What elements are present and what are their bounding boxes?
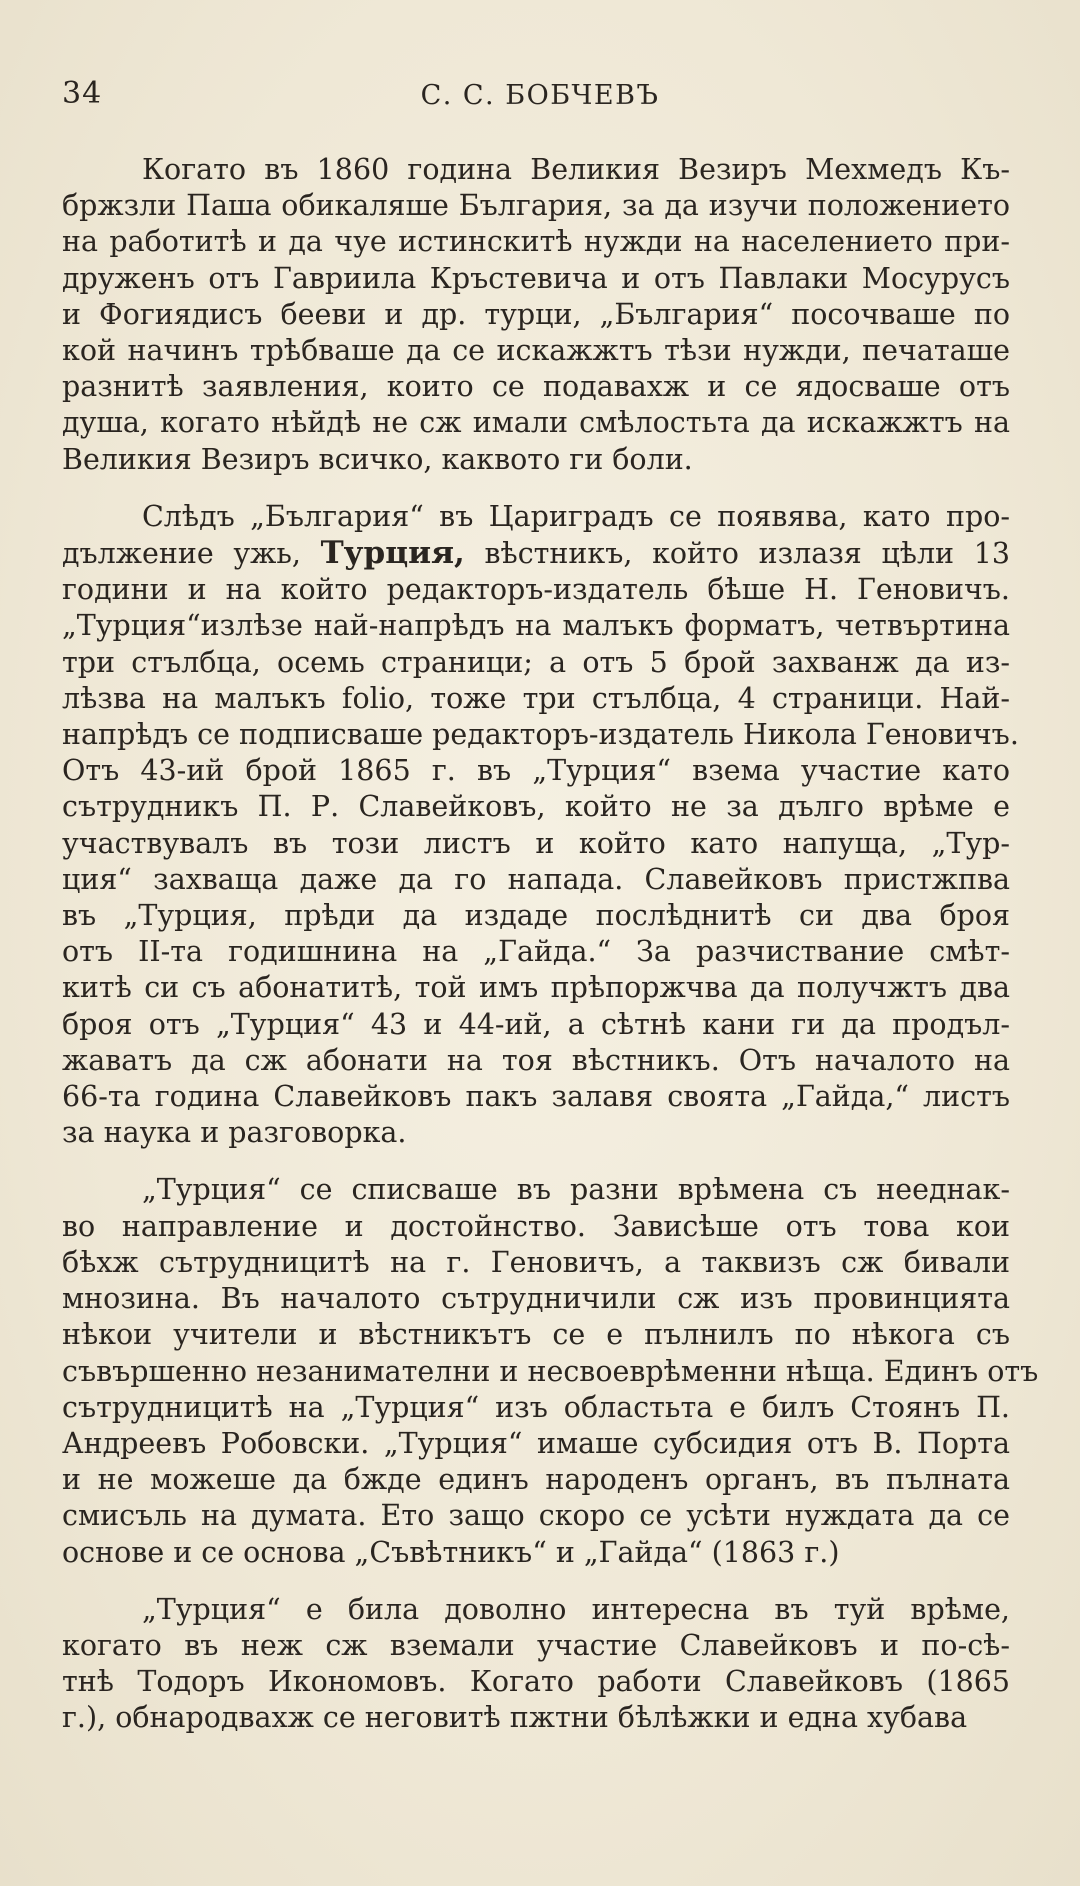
text-line: дължение ужь, Турция, вѣстникъ, който излазя цѣли 13 bbox=[62, 535, 1010, 572]
page-number: 34 bbox=[62, 76, 103, 111]
newspaper-title-bold: Турция, bbox=[320, 535, 465, 572]
text-line: съвършенно незанимателни и несвоеврѣменни нѣща. Единъ отъ bbox=[62, 1354, 1039, 1388]
paragraph bbox=[62, 1592, 1010, 1737]
text-line: напрѣдъ се подписваше редакторъ-издатель Никола Геновичъ. bbox=[62, 718, 1019, 752]
text-line: тнѣ Тодоръ Икономовъ. Когато работи Славейковъ (1865 bbox=[62, 1665, 1010, 1699]
body-text bbox=[62, 152, 1039, 1758]
text-line: китѣ си съ абонатитѣ, той имъ прѣпоржчва да получжтъ два bbox=[62, 971, 1010, 1005]
text-line: три стълбца, осемь страници; а отъ 5 брой захванж да из- bbox=[62, 645, 1010, 679]
text-line: ция“ захваща даже да го напада. Славейковъ пристжпва bbox=[62, 862, 1010, 896]
text-line: кой начинъ трѣбваше да се искажжтъ тѣзи нужди, печаташе bbox=[62, 334, 1010, 368]
text-line: за наука и разговорка. bbox=[62, 1116, 407, 1150]
text-line: участвувалъ въ този листъ и който като напуща, „Тур- bbox=[62, 826, 1010, 860]
text-line: друженъ отъ Гавриила Кръстевича и отъ Павлаки Мосурусъ bbox=[62, 261, 1010, 295]
text-line: Когато въ 1860 година Великия Везиръ Мехмедъ Къ- bbox=[142, 153, 1010, 186]
text-line: броя отъ „Турция“ 43 и 44-ий, а сѣтнѣ кани ги да продъл- bbox=[62, 1007, 1010, 1041]
text-line: нѣкои учители и вѣстникътъ се е пълнилъ по нѣкога съ bbox=[62, 1318, 1010, 1352]
text-line: Отъ 43-ий брой 1865 г. въ „Турция“ взема участие като bbox=[62, 754, 1010, 788]
text-line: сътрудницитѣ на „Турция“ изъ областьта е билъ Стоянъ П. bbox=[62, 1390, 1010, 1424]
text-line: „Турция“ се списваше въ разни врѣмена съ нееднак- bbox=[142, 1173, 1010, 1207]
text-line: основе и се основа „Съвѣтникъ“ и „Гайда“ (1863 г.) bbox=[62, 1535, 840, 1569]
text-line: разнитѣ заявления, които се подавахж и се ядосваше отъ bbox=[62, 370, 1010, 404]
text-line: когато въ неж сж вземали участие Славейковъ и по-сѣ- bbox=[62, 1628, 1010, 1662]
running-head: С. С. БОБЧЕВЪ bbox=[420, 80, 660, 111]
text-line: жаватъ да сж абонати на тоя вѣстникъ. Отъ началото на bbox=[62, 1043, 1010, 1077]
text-line: „Турция“ е била доволно интересна въ туй врѣме, bbox=[142, 1592, 1010, 1626]
paragraph bbox=[62, 499, 1019, 1152]
text-line: мнозина. Въ началото сътрудничили сж изъ провинцията bbox=[62, 1282, 1010, 1316]
text-line: г.), обнародвахж се неговитѣ пжтни бѣлѣжки и една хубава bbox=[62, 1701, 968, 1735]
text-line: и не можеше да бжде единъ народенъ органъ, въ пълната bbox=[62, 1463, 1010, 1497]
text-line: 66-та година Славейковъ пакъ залавя своята „Гайда,“ листъ bbox=[62, 1080, 1010, 1114]
text-line: „Турция“излѣзе най-напрѣдъ на малъкъ форматъ, четвъртина bbox=[62, 609, 1010, 643]
text-line: бржзли Паша обикаляше България, за да изучи положението bbox=[62, 189, 1010, 223]
text-line: на работитѣ и да чуе истинскитѣ нужди на населението при- bbox=[62, 225, 1010, 259]
text-line: лѣзва на малъкъ folio, тоже три стълбца, 4 страници. Най- bbox=[62, 681, 1010, 715]
text-line: смисъль на думата. Ето защо скоро се усѣти нуждата да се bbox=[62, 1499, 1010, 1533]
text-line: Слѣдъ „България“ въ Цариградъ се появява, като про- bbox=[142, 499, 1010, 533]
text-line: Андреевъ Робовски. „Турция“ имаше субсидия отъ В. Порта bbox=[62, 1426, 1010, 1460]
text-line: и Фогиядисъ бееви и др. турци, „България“ посочваше по bbox=[62, 297, 1010, 331]
text-line: години и на който редакторъ-издатель бѣше Н. Геновичъ. bbox=[62, 573, 1010, 607]
text-line: отъ II-та годишнина на „Гайда.“ За разчиствание смѣт- bbox=[62, 935, 1010, 969]
text-line: сътрудникъ П. Р. Славейковъ, който не за дълго врѣме е bbox=[62, 790, 1010, 824]
text-line: Великия Везиръ всичко, каквото ги боли. bbox=[62, 442, 693, 476]
text-line: бѣхж сътрудницитѣ на г. Геновичъ, а таквизъ сж бивали bbox=[62, 1245, 1010, 1279]
page-header bbox=[62, 76, 1018, 126]
paragraph bbox=[62, 1172, 1039, 1570]
text-line: во направление и достойнство. Зависѣше отъ това кои bbox=[62, 1209, 1010, 1243]
text-line: душа, когато нѣйдѣ не сж имали смѣлостьта да искажжтъ на bbox=[62, 406, 1010, 440]
paragraph bbox=[62, 152, 1010, 478]
text-line: въ „Турция, прѣди да издаде послѣднитѣ си два броя bbox=[62, 899, 1010, 933]
